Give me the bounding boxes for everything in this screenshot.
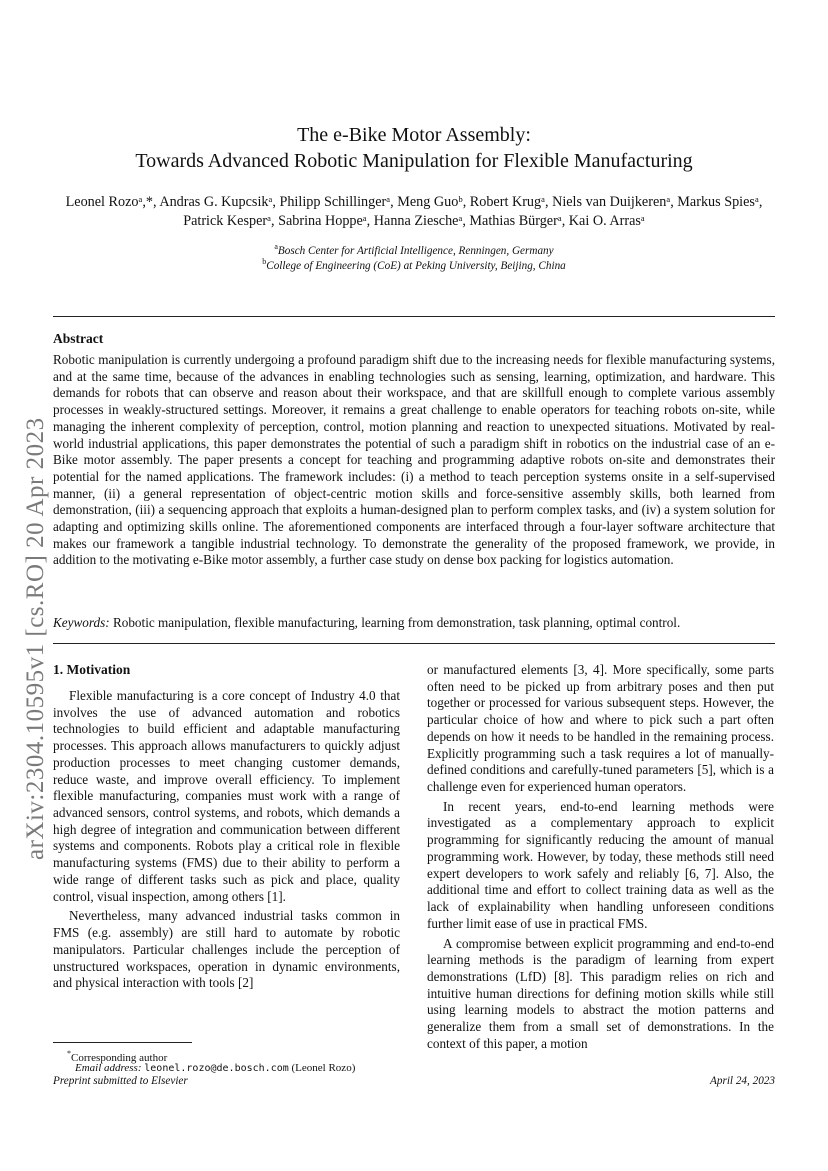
email-label: Email address: xyxy=(75,1062,142,1074)
section-heading-motivation: 1. Motivation xyxy=(53,662,131,677)
affiliation-b-text: College of Engineering (CoE) at Peking University, Beijing, China xyxy=(266,260,566,272)
paragraph: In recent years, end-to-end learning methods were investigated as a complementary approach to explicit programming for significantly reducing the amount of manual programming work. However, by today, these methods still need expert developers to work safely and reliably [6, 7]. Also, the additional time and effort to collect training data as well as the lack of explainability when handling unforeseen conditions further limit ease of use in practical FMS. xyxy=(427,798,774,931)
abstract-bottom-rule xyxy=(53,643,775,644)
footer-preprint-note: Preprint submitted to Elsevier xyxy=(53,1075,188,1087)
paper-title-line-2: Towards Advanced Robotic Manipulation for Flexible Manufacturing xyxy=(135,150,693,172)
keywords-label: Keywords: xyxy=(53,615,110,630)
affiliation-a-text: Bosch Center for Artificial Intelligence, Renningen, Germany xyxy=(277,245,554,257)
email-address: leonel.rozo@de.bosch.com xyxy=(144,1063,289,1074)
paper-title-line-1: The e-Bike Motor Assembly: xyxy=(297,124,531,146)
affiliation-a-mark: a xyxy=(274,242,278,251)
paragraph: A compromise between explicit programming and end-to-end learning methods is the paradigm of learning from expert demonstrations (LfD) [8]. This paradigm relies on rich and intuitive human directions for defining motion skills while still using learning models to abstract the motion patterns and generalize them from a small set of demonstrations. In the context of this paper, a motion xyxy=(427,935,774,1051)
affiliation-b-mark: b xyxy=(262,257,267,266)
affiliation-b xyxy=(80,254,748,274)
footnote-mark: * xyxy=(67,1049,71,1058)
footnote-email xyxy=(75,1061,355,1076)
keywords-text: Robotic manipulation, flexible manufacturing, learning from demonstration, task planning, optimal control. xyxy=(112,615,681,630)
email-owner: (Leonel Rozo) xyxy=(291,1062,356,1074)
abstract-text: Robotic manipulation is currently undergoing a profound paradigm shift due to the increasing needs for flexible manufacturing systems, and at the same time, because of the advances in enabling technologies such as sensing, learning, optimization, and hardware. This demands for robots that can observe and reason about their workspace, and that are skillfull enough to complete various assembly processes in weakly-structured settings. Moreover, it remains a great challenge to enable operators for teaching robots on-site, while managing the inherent complexity of perception, control, motion planning and reaction to unexpected situations. Motivated by real-world industrial applications, this paper demonstrates the potential of such a paradigm shift in robotics on the industrial case of an e-Bike motor assembly. The paper presents a concept for teaching and programming adaptive robots on-site and demonstrates their potential for the named applications. The framework includes: (i) a method to teach perception systems onsite in a self-supervised manner, (ii) a general representation of object-centric motion skills and force-sensitive assembly skills, both learned from demonstration, (iii) a sequencing approach that exploits a human-designed plan to perform complex tasks, and (iv) a system solution for adapting and optimizing skills online. The aforementioned components are interfaced through a four-layer software architecture that makes our framework a tangible industrial technology. To demonstrate the generality of the proposed framework, we provide, in addition to the motivating e-Bike motor assembly, a further case study on dense box packing for logistics automation. xyxy=(53,352,775,568)
paragraph: Nevertheless, many advanced industrial tasks common in FMS (e.g. assembly) are still hard to automate by robotic manipulators. Particular challenges include the perception of unstructured workspaces, operation in dynamic environments, and physical interaction with tools [2] xyxy=(53,908,400,991)
abstract-top-rule xyxy=(53,316,775,317)
abstract-heading: Abstract xyxy=(53,331,104,346)
arxiv-stamp: arXiv:2304.10595v1 [cs.RO] 20 Apr 2023 xyxy=(22,417,49,860)
keywords xyxy=(53,615,775,632)
right-column xyxy=(427,662,774,1053)
footnote-rule xyxy=(53,1042,192,1043)
author-list: Leonel Rozoᵃ,*, Andras G. Kupcsikᵃ, Philipp Schillingerᵃ, Meng Guoᵇ, Robert Krugᵃ, Niels van Duijkerenᵃ, Markus Spiesᵃ, Patrick Kesperᵃ, Sabrina Hoppeᵃ, Hanna Ziescheᵃ, Mathias Bürgerᵃ, Kai O. Arrasᵃ xyxy=(65,194,763,229)
footnote-text: Corresponding author xyxy=(71,1052,168,1064)
footer-date: April 24, 2023 xyxy=(710,1075,775,1087)
left-column xyxy=(53,688,400,992)
paragraph: or manufactured elements [3, 4]. More specifically, some parts often need to be picked up from arbitrary poses and then put together or processed for various subsequent steps. However, the particular choice of how and where to pick such a part often depends on how it needs to be handled in the remaining process. Explicitly programming such a task requires a lot of manually-defined conditions and carefully-tuned parameters [5], which is a challenge even for experienced human operators. xyxy=(427,662,774,795)
paragraph: Flexible manufacturing is a core concept of Industry 4.0 that involves the use of advanced automation and robotics technologies to build efficient and adaptable manufacturing processes. This approach allows manufacturers to quickly adjust production processes to meet changing customer demands, reduce waste, and improve overall efficiency. To implement flexible manufacturing, companies must work with a range of advanced sensors, control systems, and robots, which demands a high degree of integration and communication between different systems and components. Robots play a critical role in flexible manufacturing systems (FMS) due to their ability to perform a wide range of different tasks such as pick and place, quality control, visual inspection, among others [1]. xyxy=(53,688,400,904)
